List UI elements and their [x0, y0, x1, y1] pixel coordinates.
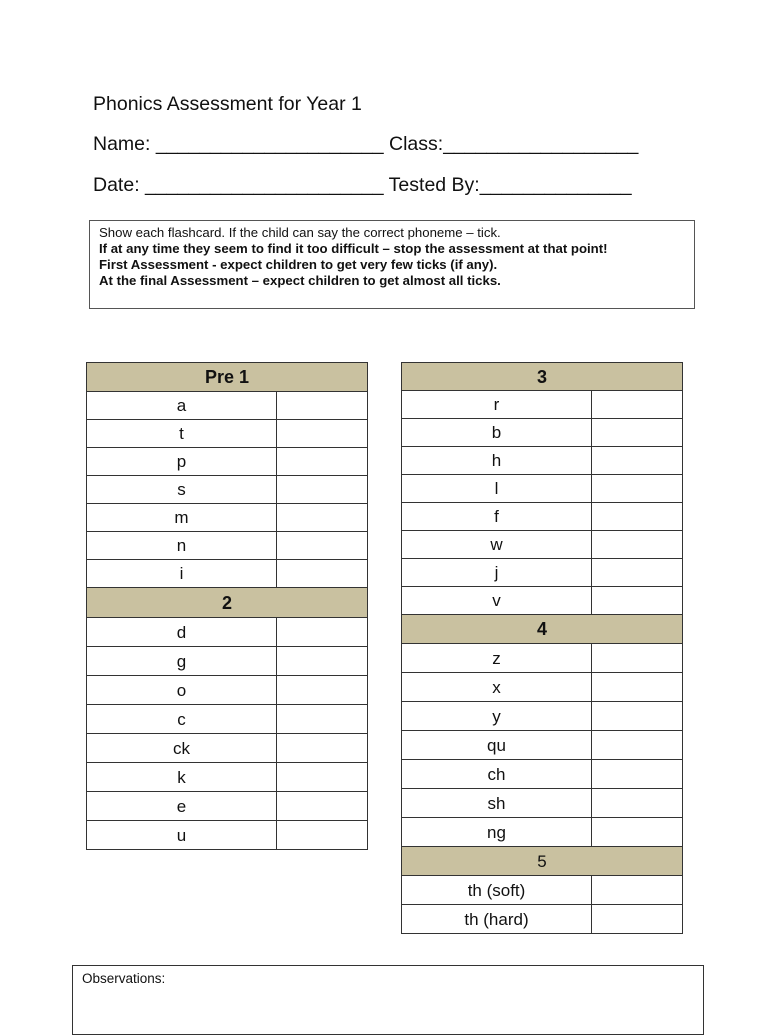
tick-box[interactable] [592, 673, 683, 702]
tick-box[interactable] [277, 448, 368, 476]
phoneme-cell: th (soft) [402, 876, 592, 905]
phoneme-cell: j [402, 559, 592, 587]
phoneme-cell: a [87, 392, 277, 420]
tick-box[interactable] [592, 644, 683, 673]
phoneme-cell: ch [402, 760, 592, 789]
tick-box[interactable] [592, 503, 683, 531]
tick-box[interactable] [592, 475, 683, 503]
phoneme-cell: ng [402, 818, 592, 847]
phoneme-cell: d [87, 618, 277, 647]
instructions-box [89, 220, 695, 309]
tick-box[interactable] [277, 392, 368, 420]
phoneme-cell: qu [402, 731, 592, 760]
phoneme-cell: c [87, 705, 277, 734]
phoneme-cell: k [87, 763, 277, 792]
phoneme-cell: v [402, 587, 592, 615]
phoneme-cell: f [402, 503, 592, 531]
phoneme-cell: h [402, 447, 592, 475]
tick-box[interactable] [277, 532, 368, 560]
phoneme-cell: g [87, 647, 277, 676]
instruction-line: First Assessment - expect children to get very few ticks (if any). [99, 257, 498, 272]
phoneme-cell: o [87, 676, 277, 705]
tick-box[interactable] [277, 792, 368, 821]
section-header-3: 3 [402, 363, 683, 391]
phoneme-cell: ck [87, 734, 277, 763]
page-title: Phonics Assessment for Year 1 [93, 93, 362, 115]
tick-box[interactable] [592, 789, 683, 818]
phoneme-cell: b [402, 419, 592, 447]
observations-box[interactable] [72, 965, 704, 1035]
tick-box[interactable] [592, 760, 683, 789]
phoneme-cell: p [87, 448, 277, 476]
tick-box[interactable] [277, 676, 368, 705]
instruction-line: At the final Assessment – expect children to get almost all ticks. [99, 273, 501, 288]
tick-box[interactable] [277, 420, 368, 448]
tick-box[interactable] [277, 476, 368, 504]
instruction-line: Show each flashcard. If the child can say the correct phoneme – tick. [99, 225, 501, 240]
section-header-4: 4 [402, 615, 683, 644]
tick-box[interactable] [592, 391, 683, 419]
tick-box[interactable] [592, 818, 683, 847]
section-header-2: 2 [87, 588, 368, 618]
phonics-table-right [401, 362, 683, 934]
date-tested-by-line: Date: ______________________ Tested By:______________ [93, 174, 632, 196]
tick-box[interactable] [592, 559, 683, 587]
tick-box[interactable] [277, 821, 368, 850]
phoneme-cell: y [402, 702, 592, 731]
tick-box[interactable] [277, 647, 368, 676]
phoneme-cell: n [87, 532, 277, 560]
phoneme-cell: l [402, 475, 592, 503]
tick-box[interactable] [592, 531, 683, 559]
phonics-table-left [86, 362, 368, 850]
phoneme-cell: w [402, 531, 592, 559]
tick-box[interactable] [277, 618, 368, 647]
tick-box[interactable] [592, 587, 683, 615]
phoneme-cell: th (hard) [402, 905, 592, 934]
name-class-line: Name: _____________________ Class:__________________ [93, 133, 639, 155]
observations-label: Observations: [82, 971, 166, 986]
tick-box[interactable] [277, 763, 368, 792]
phoneme-cell: s [87, 476, 277, 504]
tick-box[interactable] [592, 702, 683, 731]
phoneme-cell: u [87, 821, 277, 850]
tick-box[interactable] [592, 419, 683, 447]
tick-box[interactable] [592, 447, 683, 475]
phoneme-cell: e [87, 792, 277, 821]
tick-box[interactable] [277, 705, 368, 734]
phoneme-cell: x [402, 673, 592, 702]
phoneme-cell: i [87, 560, 277, 588]
phoneme-cell: r [402, 391, 592, 419]
section-header-pre1: Pre 1 [87, 363, 368, 392]
tick-box[interactable] [277, 504, 368, 532]
tick-box[interactable] [592, 876, 683, 905]
phoneme-cell: m [87, 504, 277, 532]
tick-box[interactable] [592, 731, 683, 760]
phoneme-cell: z [402, 644, 592, 673]
instruction-line: If at any time they seem to find it too difficult – stop the assessment at that point! [99, 241, 608, 256]
phoneme-cell: t [87, 420, 277, 448]
tick-box[interactable] [277, 560, 368, 588]
section-header-5: 5 [402, 847, 683, 876]
tick-box[interactable] [277, 734, 368, 763]
tick-box[interactable] [592, 905, 683, 934]
phoneme-cell: sh [402, 789, 592, 818]
